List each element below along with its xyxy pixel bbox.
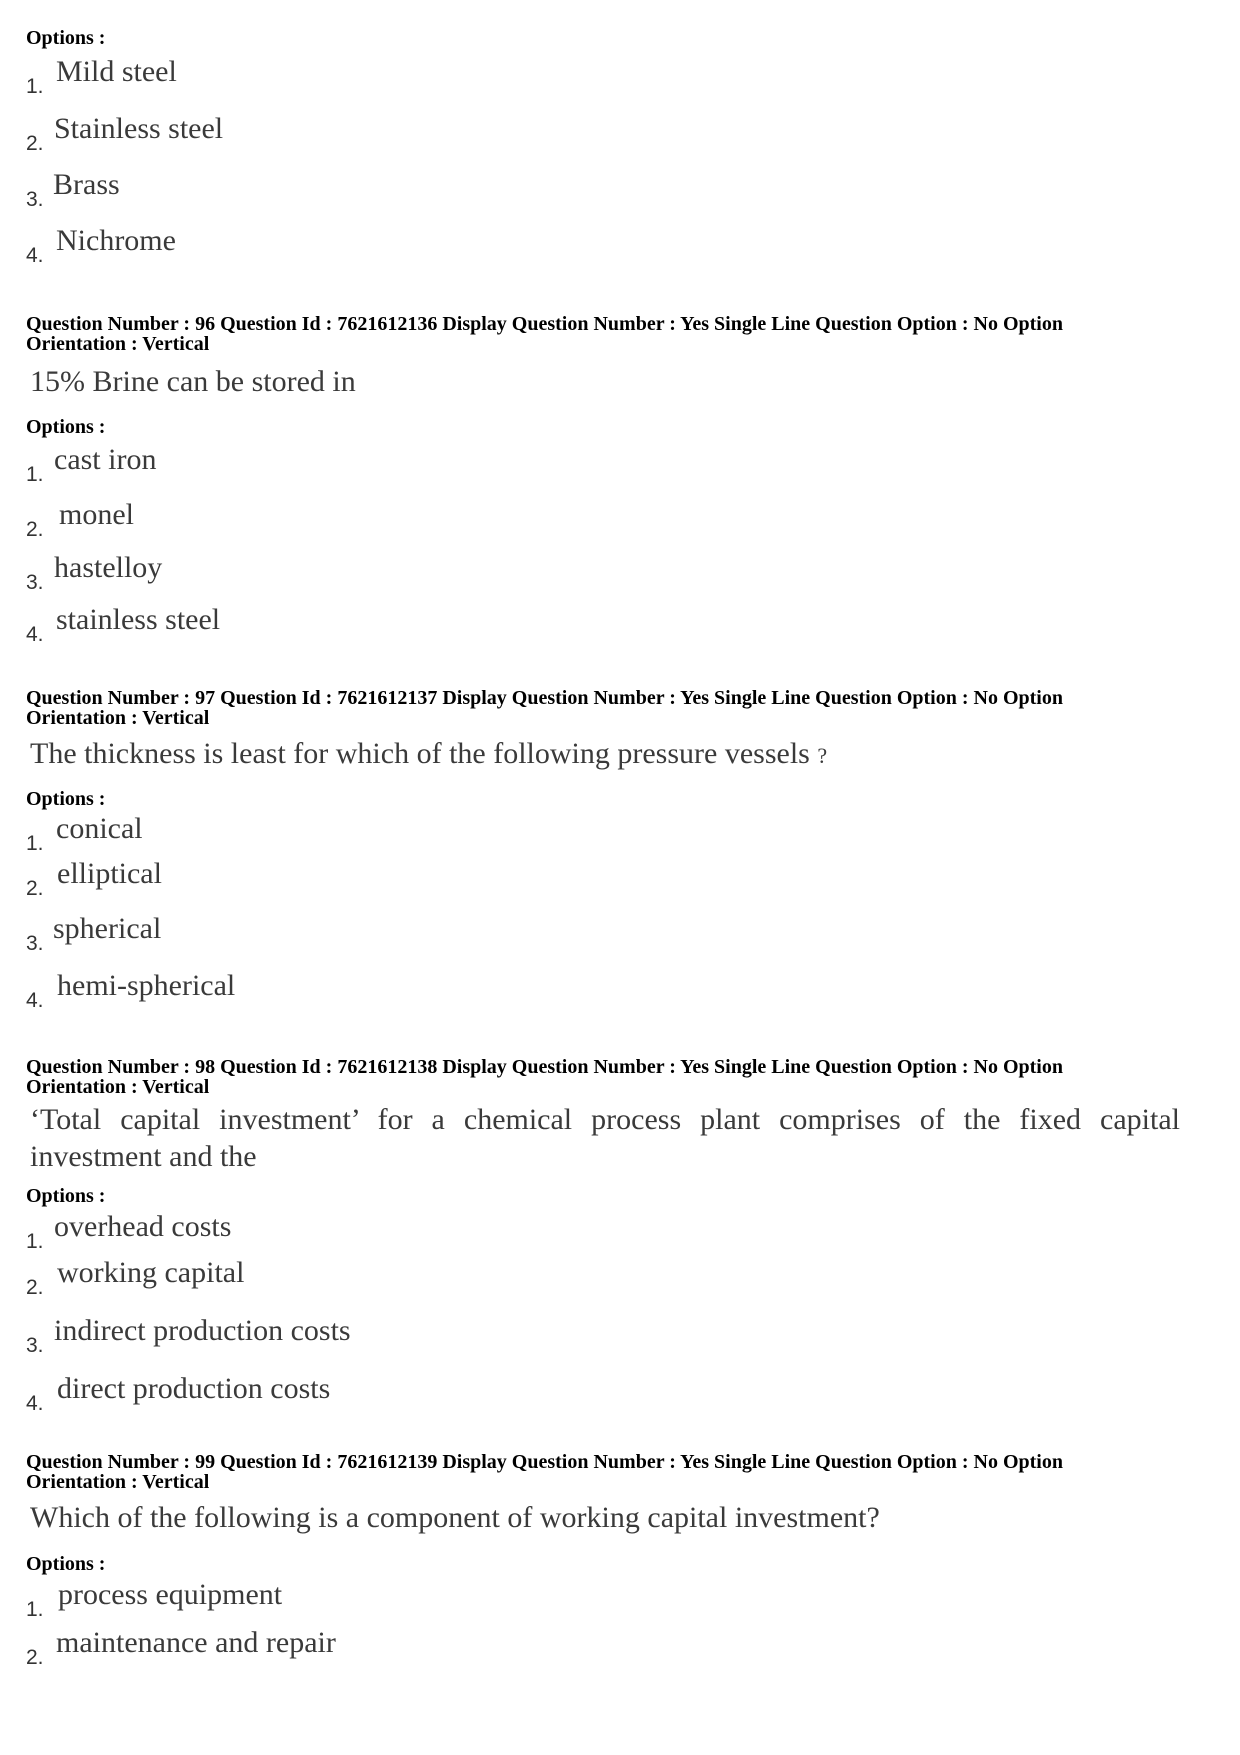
question-meta xyxy=(26,1057,1156,1097)
question-meta-line: Orientation : Vertical xyxy=(26,333,210,355)
option-text: Stainless steel xyxy=(54,112,224,145)
question-meta-line: Orientation : Vertical xyxy=(26,1076,210,1098)
question-text-main: The thickness is least for which of the following pressure vessels xyxy=(30,737,810,770)
option-number: 2. xyxy=(26,1276,44,1299)
option-text: Nichrome xyxy=(56,224,176,257)
option-number: 4. xyxy=(26,989,44,1012)
question-text: Which of the following is a component of working capital investment? xyxy=(30,1501,880,1534)
option-number: 4. xyxy=(26,1392,44,1415)
question-meta xyxy=(26,314,1156,354)
option-number: 1. xyxy=(26,1230,44,1253)
option-number: 3. xyxy=(26,932,44,955)
options-label: Options : xyxy=(26,27,106,49)
option-text: conical xyxy=(56,812,143,845)
option-number: 3. xyxy=(26,188,44,211)
question-text: 15% Brine can be stored in xyxy=(30,365,356,398)
question-meta-line: Question Number : 96 Question Id : 7621612136 Display Question Number : Yes Single Line Question Option : No Option xyxy=(26,313,1063,335)
option-text: indirect production costs xyxy=(54,1314,351,1347)
options-label: Options : xyxy=(26,416,106,438)
option-number: 1. xyxy=(26,832,44,855)
option-text: hemi-spherical xyxy=(57,969,236,1002)
options-label: Options : xyxy=(26,1553,106,1575)
option-number: 3. xyxy=(26,571,44,594)
option-text: stainless steel xyxy=(56,603,221,636)
option-text: process equipment xyxy=(58,1578,283,1611)
option-number: 2. xyxy=(26,518,44,541)
question-meta xyxy=(26,688,1156,728)
option-number: 1. xyxy=(26,1598,44,1621)
option-text: Brass xyxy=(53,168,120,201)
options-label: Options : xyxy=(26,1185,106,1207)
question-meta-line: Question Number : 99 Question Id : 7621612139 Display Question Number : Yes Single Line Question Option : No Option xyxy=(26,1451,1063,1473)
option-text: overhead costs xyxy=(54,1210,232,1243)
question-meta-line: Question Number : 97 Question Id : 7621612137 Display Question Number : Yes Single Line Question Option : No Option xyxy=(26,687,1063,709)
option-text: direct production costs xyxy=(57,1372,331,1405)
option-text: elliptical xyxy=(57,857,162,890)
question-text xyxy=(30,735,827,774)
question-mark: ? xyxy=(817,743,828,768)
option-text: monel xyxy=(59,498,134,531)
option-text: hastelloy xyxy=(54,551,163,584)
option-number: 2. xyxy=(26,132,44,155)
option-text: Mild steel xyxy=(56,55,177,88)
question-meta-line: Question Number : 98 Question Id : 7621612138 Display Question Number : Yes Single Line Question Option : No Option xyxy=(26,1056,1063,1078)
options-label: Options : xyxy=(26,788,106,810)
option-text: maintenance and repair xyxy=(56,1626,336,1659)
option-text: working capital xyxy=(57,1256,245,1289)
option-text: spherical xyxy=(53,912,162,945)
option-number: 1. xyxy=(26,75,44,98)
question-meta xyxy=(26,1452,1156,1492)
question-meta-line: Orientation : Vertical xyxy=(26,1471,210,1493)
question-text: ‘Total capital investment’ for a chemical process plant comprises of the fixed capital investment and the xyxy=(30,1103,1180,1173)
option-number: 1. xyxy=(26,463,44,486)
option-number: 4. xyxy=(26,623,44,646)
option-number: 2. xyxy=(26,1646,44,1669)
option-number: 4. xyxy=(26,244,44,267)
question-meta-line: Orientation : Vertical xyxy=(26,707,210,729)
option-text: cast iron xyxy=(54,443,157,476)
option-number: 2. xyxy=(26,877,44,900)
option-number: 3. xyxy=(26,1334,44,1357)
